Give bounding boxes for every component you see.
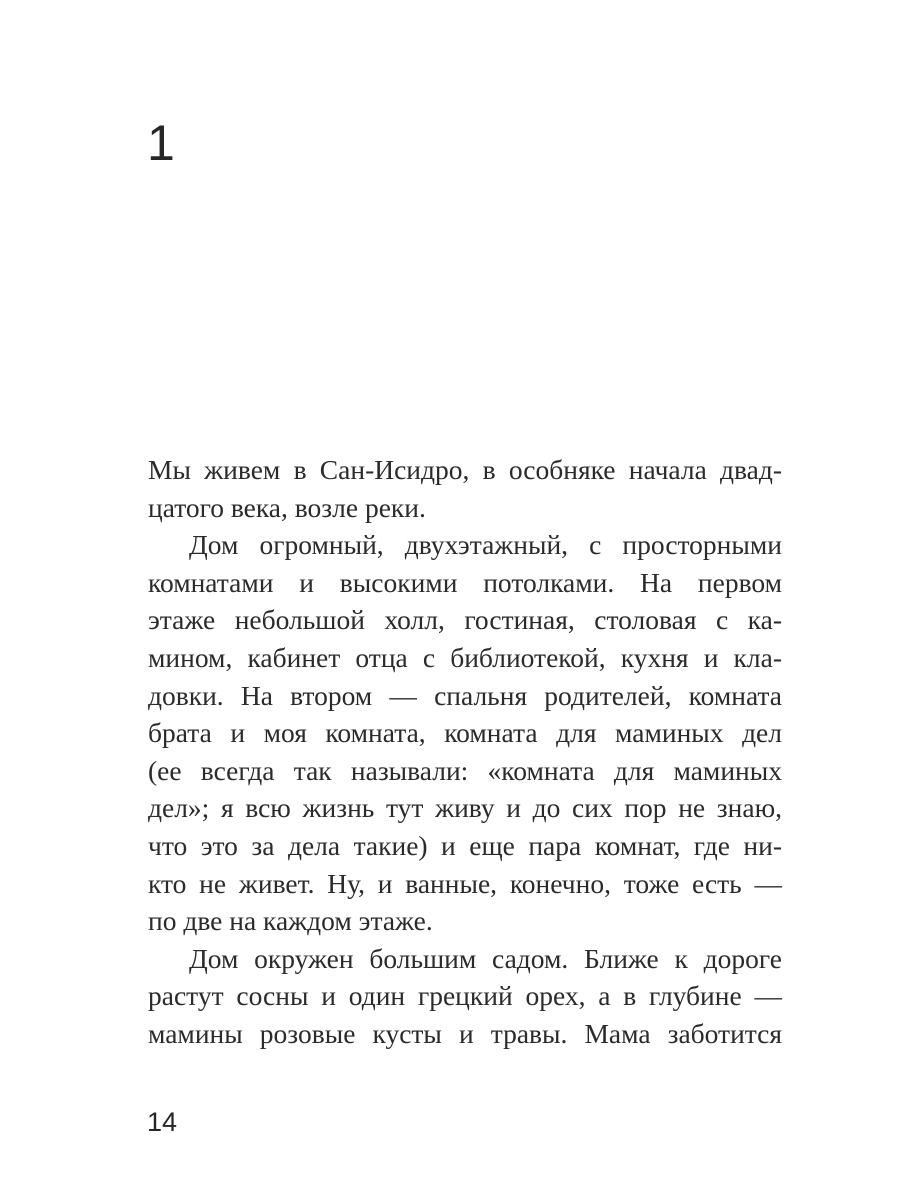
chapter-number: 1 xyxy=(147,115,175,171)
paragraph-1 xyxy=(148,451,782,526)
text-line: по две на каждом этаже. xyxy=(148,905,433,937)
text-line: дел»; я всю жизнь тут живу и до сих пор не знаю, xyxy=(148,792,782,824)
text-line: (ее всегда так называли: «комната для маминых xyxy=(148,754,782,786)
text-line: этаже небольшой холл, гостиная, столовая с ка- xyxy=(148,604,782,636)
text-line: довки. На втором — спальня родителей, комната xyxy=(148,679,782,711)
paragraph-3 xyxy=(148,940,782,1053)
page-number: 14 xyxy=(147,1107,178,1137)
text-line: цатого века, возле реки. xyxy=(148,491,426,523)
paragraph-2 xyxy=(148,526,782,940)
text-line: комнатами и высокими потолками. На первом xyxy=(148,566,782,598)
text-line: мамины розовые кусты и травы. Мама заботится xyxy=(148,1017,782,1049)
text-line: кто не живет. Ну, и ванные, конечно, тоже есть — xyxy=(148,867,782,899)
chapter-body-text xyxy=(148,451,782,1053)
text-line: мином, кабинет отца с библиотекой, кухня и кла- xyxy=(148,641,782,673)
text-line: Дом огромный, двухэтажный, с просторными xyxy=(189,529,782,561)
text-line: что это за дела такие) и еще пара комнат, где ни- xyxy=(148,829,782,861)
text-line: брата и моя комната, комната для маминых дел xyxy=(148,717,782,749)
text-line: Дом окружен большим садом. Ближе к дороге xyxy=(189,942,782,974)
text-line: Мы живем в Сан-Исидро, в особняке начала двад- xyxy=(148,454,782,485)
text-line: растут сосны и один грецкий орех, а в глубине — xyxy=(148,980,782,1012)
